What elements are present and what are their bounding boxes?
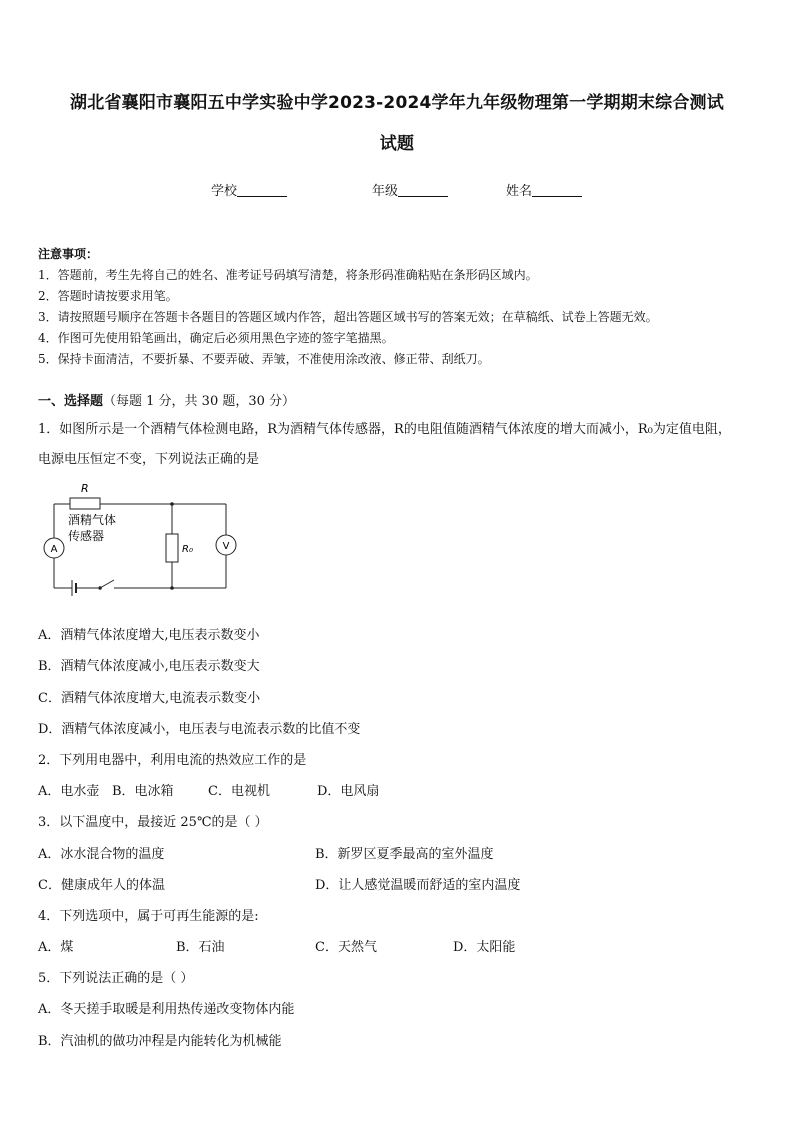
question-3-option-a[interactable]: A．冰水混合物的温度 [38,847,165,862]
sensor-label-continued: 传感器 [68,529,105,543]
question-2-option-b[interactable]: B．电冰箱 [112,784,174,799]
exam-title-continued: 试题 [379,134,415,154]
question-4-option-a[interactable]: A．煤 [38,940,74,955]
question-3-option-c[interactable]: C．健康成年人的体温 [38,878,165,893]
note-item: 3．请按照题号顺序在答题卡各题目的答题区域内作答，超出答题区域书写的答案无效；在草稿纸、试卷上答题无效。 [38,310,658,324]
fixed-resistor-r0 [166,534,178,562]
name-blank[interactable] [532,184,582,197]
ammeter-label: A [50,544,58,555]
question-2-stem: 2．下列用电器中，利用电流的热效应工作的是 [38,753,307,768]
resistor-label: R [81,482,89,495]
question-3-option-b[interactable]: B．新罗区夏季最高的室外温度 [315,847,494,862]
question-4-option-d[interactable]: D．太阳能 [453,940,516,955]
school-field[interactable] [211,180,287,199]
question-5-option-a[interactable]: A．冬天搓手取暖是利用热传递改变物体内能 [38,1002,295,1017]
school-blank[interactable] [237,184,287,197]
note-item: 2．答题时请按要求用笔。 [38,289,178,303]
circuit-diagram [40,478,240,598]
question-1-option-c[interactable]: C．酒精气体浓度增大,电流表示数变小 [38,691,261,706]
note-item: 4．作图可先使用铅笔画出，确定后必须用黑色字迹的签字笔描黑。 [38,331,394,345]
grade-field[interactable] [372,180,448,199]
school-label: 学校 [211,184,238,199]
r0-label: R₀ [182,544,193,555]
question-5-option-b[interactable]: B．汽油机的做功冲程是内能转化为机械能 [38,1034,282,1049]
voltmeter-label: V [222,541,230,552]
name-label: 姓名 [506,184,533,199]
question-1-option-b[interactable]: B．酒精气体浓度减小,电压表示数变大 [38,659,260,674]
question-3-option-d[interactable]: D．让人感觉温暖而舒适的室内温度 [315,878,521,893]
question-3-stem: 3．以下温度中，最接近 25℃的是（ ） [38,815,268,830]
name-field[interactable] [506,180,582,199]
sensor-label: 酒精气体 [68,513,117,527]
question-4-stem: 4．下列选项中，属于可再生能源的是: [38,909,259,924]
grade-label: 年级 [372,184,399,199]
section-detail: （每题 1 分，共 30 题，30 分） [103,394,296,409]
note-item: 1．答题前，考生先将自己的姓名、准考证号码填写清楚，将条形码准确粘贴在条形码区域内。 [38,268,538,282]
section-label: 一、选择题 [38,394,104,409]
question-4-option-b[interactable]: B．石油 [176,940,225,955]
sensor-resistor [70,498,100,509]
question-1-stem: 1．如图所示是一个酒精气体检测电路，R为酒精气体传感器，R的电阻值随酒精气体浓度的增大而减小，R₀为定值电阻， [38,422,731,437]
question-1-option-d[interactable]: D．酒精气体浓度减小，电压表与电流表示数的比值不变 [38,722,361,737]
question-1-option-a[interactable]: A．酒精气体浓度增大,电压表示数变小 [38,628,260,643]
question-1-stem-continued: 电源电压恒定不变，下列说法正确的是 [38,452,260,467]
note-item: 5．保持卡面清洁，不要折暴、不要弄破、弄皱，不准使用涂改液、修正带、刮纸刀。 [38,352,490,366]
question-2-option-d[interactable]: D．电风扇 [317,784,380,799]
grade-blank[interactable] [398,184,448,197]
question-4-option-c[interactable]: C．天然气 [315,940,377,955]
notes-heading: 注意事项： [38,247,99,261]
exam-title: 湖北省襄阳市襄阳五中学实验中学2023-2024学年九年级物理第一学期期末综合测试 [70,93,724,113]
question-2-option-c[interactable]: C．电视机 [208,784,270,799]
question-5-stem: 5．下列说法正确的是（ ） [38,971,194,986]
question-2-option-a[interactable]: A．电水壶 [38,784,100,799]
section-heading [38,390,295,409]
